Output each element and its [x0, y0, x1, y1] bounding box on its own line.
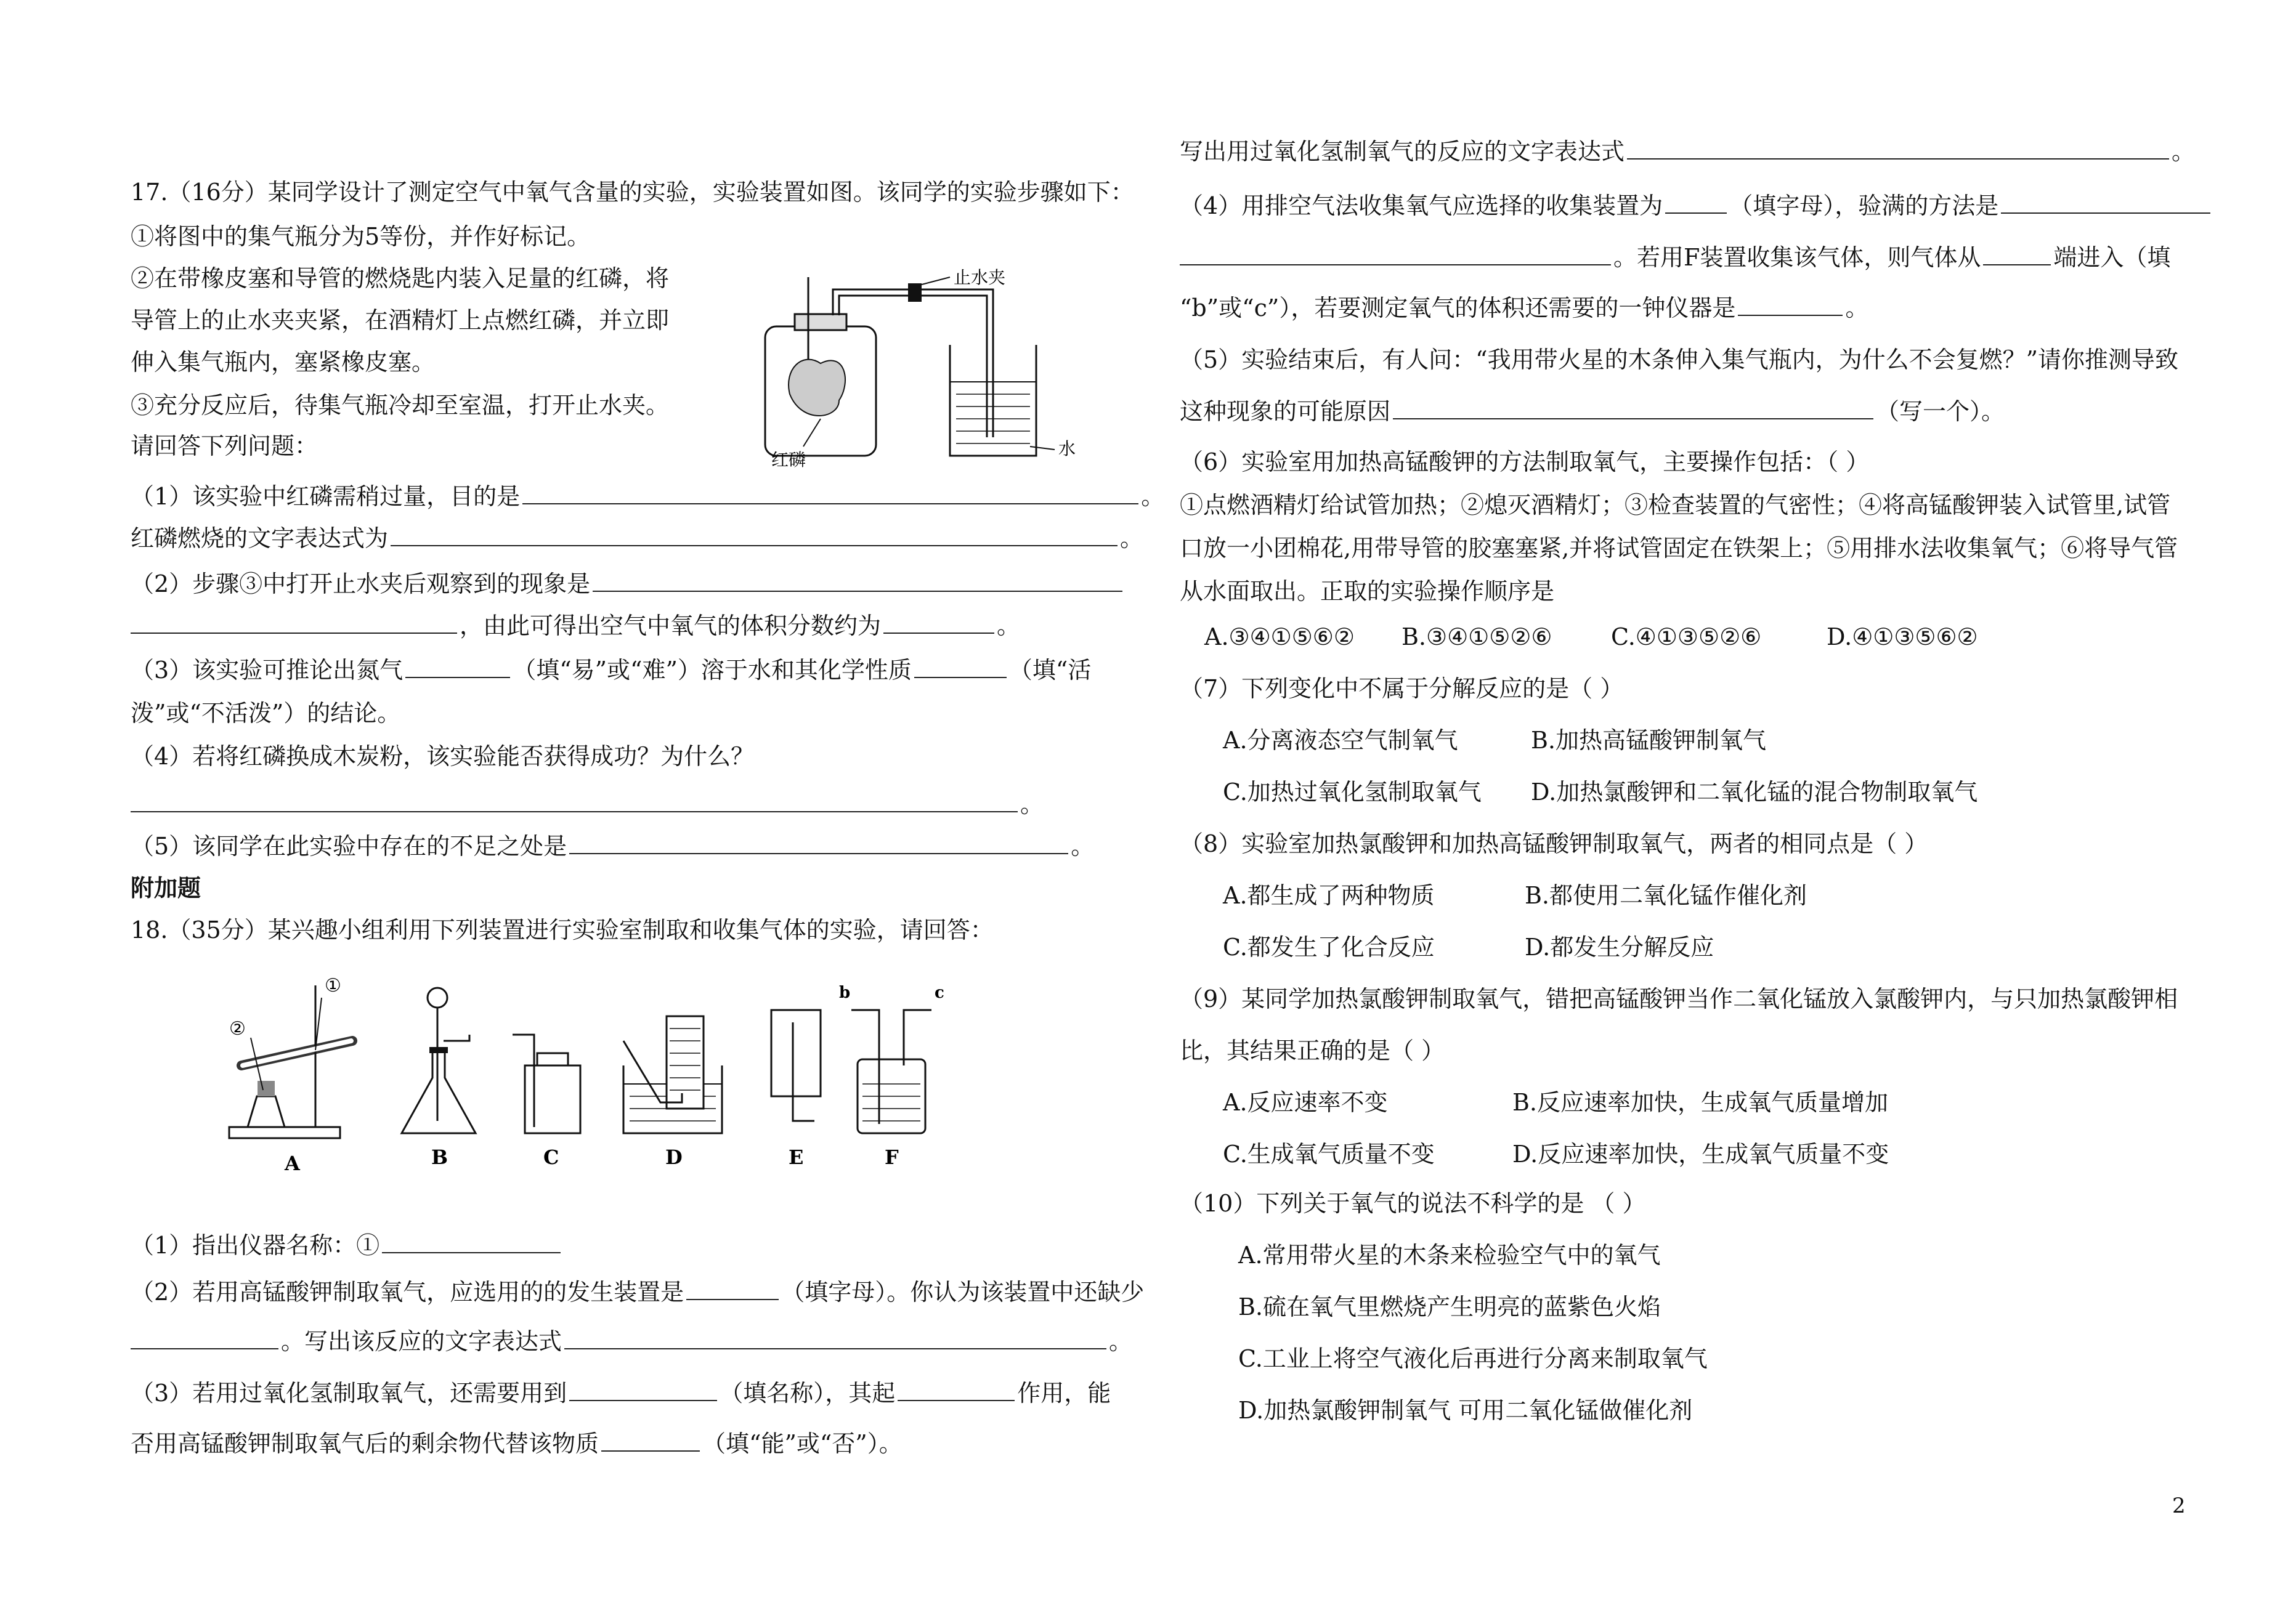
q7-option-c[interactable]: C.加热过氧化氢制取氧气 [1223, 778, 1482, 806]
r-q18-5-line1: （5）实验结束后，有人问：“我用带火星的木条伸入集气瓶内，为什么不会复燃？”请你推测导致 [1180, 346, 2179, 373]
r-q18-4-line1: （4）用排空气法收集氧气应选择的收集装置为 （填字母），验满的方法是 [1180, 191, 2213, 220]
q9-option-a[interactable]: A.反应速率不变 [1223, 1089, 1388, 1116]
q10-option-a[interactable]: A.常用带火星的木条来检验空气中的氧气 [1238, 1242, 1661, 1269]
q17-step2-line3: 伸入集气瓶内，塞紧橡皮塞。 [131, 349, 436, 376]
q10-option-d[interactable]: D.加热氯酸钾制氧气 可用二氧化锰做催化剂 [1238, 1397, 1693, 1424]
q10-option-b[interactable]: B.硫在氧气里燃烧产生明亮的蓝紫色火焰 [1238, 1293, 1661, 1320]
answer-blank[interactable] [382, 1231, 561, 1253]
r-q18-5-line2: 这种现象的可能原因 （写一个）。 [1180, 398, 2005, 425]
answer-blank[interactable] [1738, 294, 1843, 316]
apparatus-label-e: E [789, 1146, 804, 1169]
apparatus-a [229, 975, 352, 1175]
r-q18-6-steps2: 口放一小团棉花,用带导管的胶塞塞紧,并将试管固定在铁架上；⑤用排水法收集氧气；⑥将导气管 [1180, 535, 2178, 562]
q17-2-line1: （2）步骤③中打开止水夹后观察到的现象是 [131, 569, 1125, 599]
q17-step2-line1: ②在带橡皮塞和导管的燃烧匙内装入足量的红磷，将 [131, 265, 670, 292]
apparatus-label-b: B [431, 1146, 448, 1169]
clamp-label: 止水夹 [954, 267, 1006, 288]
q17-prompt: 请回答下列问题： [131, 432, 318, 459]
r-q18-4-line3: “b”或“c”），若要测定氧气的体积还需要的一钟仪器是 。 [1180, 294, 1869, 321]
q18-2-line2: 。写出该反应的文字表达式 。 [131, 1327, 1132, 1356]
oxygen-apparatus-figure [747, 259, 1153, 468]
answer-blank[interactable] [601, 1429, 700, 1452]
r-q18-10: （10）下列关于氧气的说法不科学的是 （ ） [1180, 1190, 1646, 1217]
extra-section-title: 附加题 [131, 874, 201, 902]
apparatus-d [623, 1016, 722, 1169]
q17-4-answer: 。 [131, 790, 1044, 819]
apparatus-c [513, 1035, 580, 1169]
r-q18-6-steps3: 从水面取出。正取的实验操作顺序是 [1180, 578, 1555, 605]
answer-blank[interactable] [131, 1327, 278, 1349]
answer-blank[interactable] [1665, 192, 1727, 214]
q8-option-d[interactable]: D.都发生分解反应 [1525, 934, 1714, 961]
q18-title: 18.（35分）某兴趣小组利用下列装置进行实验室制取和收集气体的实验，请回答： [131, 916, 994, 944]
q18-3-line1: （3）若用过氧化氢制取氧气，还需要用到 （填名称），其起 作用，能 [131, 1380, 1111, 1407]
apparatus-label-f: F [885, 1146, 899, 1169]
port-c-label: c [935, 984, 944, 1002]
apparatus-label-c: C [543, 1146, 559, 1169]
answer-blank[interactable] [883, 612, 994, 634]
connecting-tube [833, 289, 993, 437]
q17-1-line1: （1）该实验中红磷需稍过量，目的是 。 [131, 483, 1165, 510]
alcohol-lamp [248, 1096, 285, 1127]
lab-apparatus-figure [192, 973, 1153, 1182]
answer-blank[interactable] [569, 832, 1068, 854]
q10-option-c[interactable]: C.工业上将空气液化后再进行分离来制取氧气 [1238, 1345, 1708, 1372]
red-phosphorus [789, 360, 845, 416]
water-clamp [908, 283, 922, 302]
answer-blank[interactable] [1983, 243, 2051, 265]
apparatus-e [771, 1010, 821, 1169]
instrument-mark-2: ② [229, 1018, 246, 1040]
q6-option-b[interactable]: B.③④①⑤②⑥ [1402, 623, 1552, 650]
port-b-label: b [839, 984, 851, 1002]
q17-1-line2: 红磷燃烧的文字表达式为 。 [131, 525, 1144, 552]
q8-option-b[interactable]: B.都使用二氧化锰作催化剂 [1525, 882, 1807, 909]
page-number: 2 [2172, 1494, 2186, 1518]
q18-1: （1）指出仪器名称：① [131, 1231, 563, 1260]
answer-blank[interactable] [522, 482, 1138, 504]
answer-blank[interactable] [593, 570, 1122, 592]
r-q18-4-line2: 。若用F装置收集该气体，则气体从 端进入（填 [1180, 243, 2170, 272]
answer-blank[interactable] [1393, 397, 1873, 419]
apparatus-f [839, 984, 944, 1169]
r-q18-7: （7）下列变化中不属于分解反应的是（ ） [1180, 675, 1624, 702]
q17-step2-line2: 导管上的止水夹夹紧，在酒精灯上点燃红磷，并立即 [131, 307, 670, 334]
q17-step1: ①将图中的集气瓶分为5等份，并作好标记。 [131, 223, 591, 250]
r-q18-8: （8）实验室加热氯酸钾和加热高锰酸钾制取氧气，两者的相同点是（ ） [1180, 830, 1928, 857]
q17-5: （5）该同学在此实验中存在的不足之处是 。 [131, 833, 1095, 860]
q8-option-c[interactable]: C.都发生了化合反应 [1223, 934, 1435, 961]
answer-blank[interactable] [564, 1327, 1106, 1349]
q18-3-line2: 否用高锰酸钾制取氧气后的剩余物代替该物质 （填“能”或“否”）。 [131, 1430, 903, 1457]
instrument-mark-1: ① [325, 975, 341, 996]
phosphorus-label: 红磷 [771, 450, 806, 468]
q17-3-line1: （3）该实验可推论出氮气 （填“易”或“难”）溶于水和其化学性质 （填“活 [131, 657, 1092, 684]
answer-blank[interactable] [131, 612, 457, 634]
q7-option-b[interactable]: B.加热高锰酸钾制氧气 [1531, 727, 1767, 754]
answer-blank[interactable] [2001, 192, 2210, 214]
r-q18-3-expression: 写出用过氧化氢制氧气的反应的文字表达式 。 [1180, 138, 2196, 165]
answer-blank[interactable] [131, 790, 1018, 812]
q17-4: （4）若将红磷换成木炭粉，该实验能否获得成功？为什么？ [131, 743, 755, 770]
q6-option-c[interactable]: C.④①③⑤②⑥ [1611, 623, 1762, 650]
rubber-stopper [795, 314, 846, 330]
q9-option-b[interactable]: B.反应速率加快，生成氧气质量增加 [1512, 1089, 1889, 1116]
q17-2-line2: ，由此可得出空气中氧气的体积分数约为 。 [131, 611, 1020, 641]
q7-option-a[interactable]: A.分离液态空气制氧气 [1223, 727, 1458, 754]
apparatus-b [402, 988, 476, 1169]
answer-blank[interactable] [898, 1379, 1015, 1401]
q6-option-a[interactable]: A.③④①⑤⑥② [1204, 623, 1355, 650]
apparatus-label-d: D [665, 1146, 683, 1169]
r-q18-6: （6）实验室用加热高锰酸钾的方法制取氧气，主要操作包括：（ ） [1180, 448, 1870, 475]
apparatus-label-a: A [285, 1152, 300, 1175]
answer-blank[interactable] [569, 1379, 717, 1401]
q9-option-c[interactable]: C.生成氧气质量不变 [1223, 1141, 1435, 1168]
answer-blank[interactable] [914, 656, 1007, 678]
answer-blank[interactable] [1627, 137, 2169, 160]
r-q18-6-steps1: ①点燃酒精灯给试管加热；②熄灭酒精灯；③检查装置的气密性；④将高锰酸钾装入试管里,试管 [1180, 491, 2171, 519]
water-label: 水 [1058, 439, 1076, 459]
answer-blank[interactable] [686, 1278, 779, 1300]
answer-blank[interactable] [1180, 243, 1611, 265]
q17-title: 17.（16分）某同学设计了测定空气中氧气含量的实验，实验装置如图。该同学的实验步骤如下： [131, 179, 1134, 206]
answer-blank[interactable] [405, 656, 510, 678]
q18-2-line1: （2）若用高锰酸钾制取氧气，应选用的的发生装置是 （填字母）。你认为该装置中还缺少 [131, 1279, 1145, 1306]
q9-option-d[interactable]: D.反应速率加快，生成氧气质量不变 [1512, 1141, 1889, 1168]
q8-option-a[interactable]: A.都生成了两种物质 [1223, 882, 1435, 909]
q7-option-d[interactable]: D.加热氯酸钾和二氧化锰的混合物制取氧气 [1531, 778, 1978, 806]
q17-3-line2: 泼”或“不活泼”）的结论。 [131, 700, 401, 727]
answer-blank[interactable] [391, 524, 1118, 546]
r-q18-9-line1: （9）某同学加热氯酸钾制取氧气，错把高锰酸钾当作二氧化锰放入氯酸钾内，与只加热氯酸钾相 [1180, 985, 2178, 1013]
q6-option-d[interactable]: D.④①③⑤⑥② [1827, 623, 1978, 650]
q17-step3: ③充分反应后，待集气瓶冷却至室温，打开止水夹。 [131, 392, 670, 419]
r-q18-9-line2: 比，其结果正确的是（ ） [1180, 1037, 1445, 1064]
